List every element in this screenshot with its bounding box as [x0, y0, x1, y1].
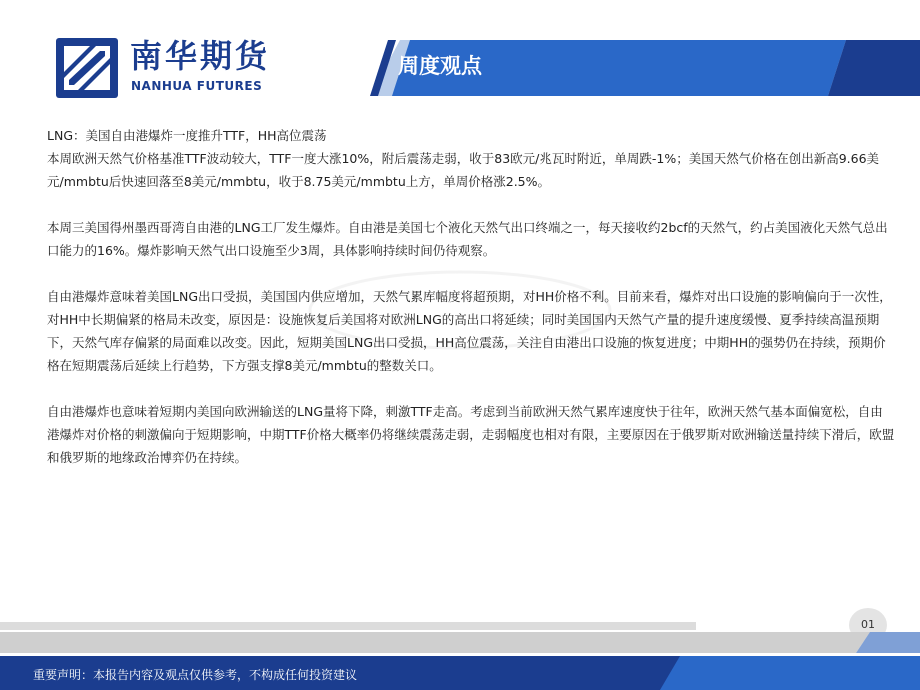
- slide-header: [0, 0, 920, 112]
- paragraph-price-review: 本周欧洲天然气价格基准TTF波动较大，TTF一度大涨10%，附后震荡走弱，收于83欧元/兆瓦时附近，单周跌-1%；美国天然气价格在创出新高9.66美元/mmbtu后快速回落至8美元/mmbtu，收于8.75美元/mmbtu上方，单周价格涨2.5%。: [47, 151, 880, 189]
- nanhua-logo-icon: [56, 38, 118, 98]
- brand-name-en: NANHUA FUTURES: [131, 79, 263, 93]
- section-title: 周度观点: [398, 54, 482, 78]
- paragraph-hh-impact: 自由港爆炸意味着美国LNG出口受损，美国国内供应增加，天然气累库幅度将超预期，对HH价格不利。目前来看，爆炸对出口设施的影响偏向于一次性，对HH中长期偏紧的格局未改变，原因是：设施恢复后美国将对欧洲LNG的高出口将延续；同时美国国内天然气产量的提升速度缓慢、夏季持续高温预期下，天然气库存偏紧的局面难以改变。因此，短期美国LNG出口受损，HH高位震荡，关注自由港出口设施的恢复进度；中期HH的强势仍在持续，预期价格在短期震荡后延续上行趋势，下方强支撑8美元/mmbtu的整数关口。: [47, 289, 892, 373]
- report-heading: LNG：美国自由港爆炸一度推升TTF，HH高位震荡: [47, 128, 327, 143]
- report-body: [47, 124, 895, 469]
- footer-disclaimer: 重要声明：本报告内容及观点仅供参考，不构成任何投资建议: [33, 668, 358, 682]
- brand-name-cn: 南华期货: [130, 37, 271, 75]
- page-number-badge: 01: [849, 608, 887, 642]
- paragraph-ttf-impact: 自由港爆炸也意味着短期内美国向欧洲输送的LNG量将下降，刺激TTF走高。考虑到当前欧洲天然气累库速度快于往年，欧洲天然气基本面偏宽松，自由港爆炸对价格的刺激偏向于短期影响，中期TTF价格大概率仍将继续震荡走弱，走弱幅度也相对有限，主要原因在于俄罗斯对欧洲输送量持续下滑后，欧盟和俄罗斯的地缘政治博弈仍在持续。: [47, 404, 895, 465]
- paragraph-explosion-event: 本周三美国得州墨西哥湾自由港的LNG工厂发生爆炸。自由港是美国七个液化天然气出口终端之一，每天接收约2bcf的天然气，约占美国液化天然气总出口能力的16%。爆炸影响天然气出口设施至少3周，具体影响持续时间仍待观察。: [47, 220, 888, 258]
